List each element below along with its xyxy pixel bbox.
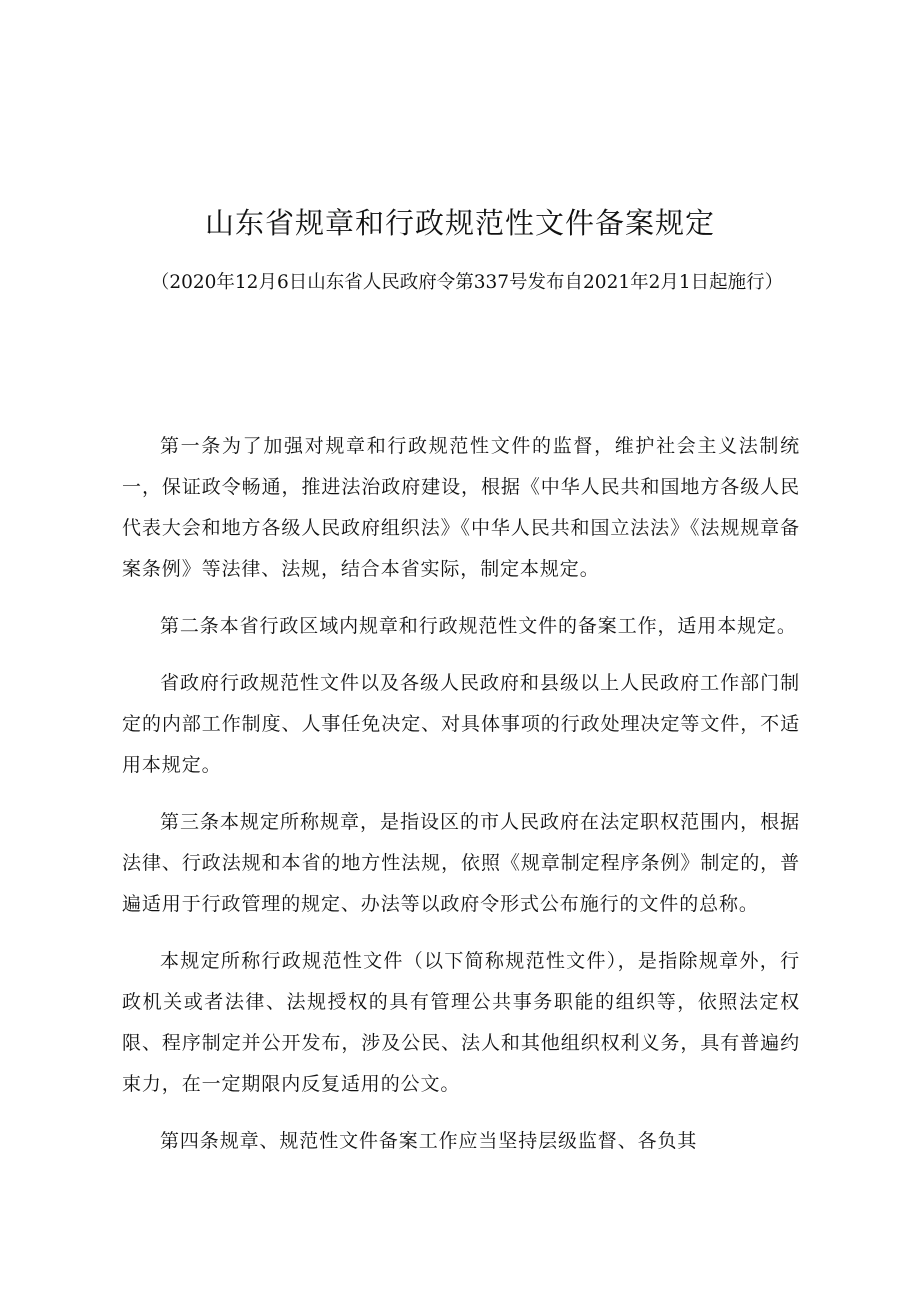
document-title: 山东省规章和行政规范性文件备案规定	[204, 206, 715, 240]
paragraph-article-3: 第三条本规定所称规章，是指设区的市人民政府在法定职权范围内，根据法律、行政法规和本省的地方性法规，依照《规章制定程序条例》制定的，普遍适用于行政管理的规定、办法等以政府令形式公布施行的文件的总称。	[122, 811, 800, 915]
document-subtitle: （2020年12月6日山东省人民政府令第337号发布自2021年2月1日起施行）	[150, 272, 784, 293]
paragraph-article-4: 第四条规章、规范性文件备案工作应当坚持层级监督、各负其	[160, 1130, 698, 1152]
paragraph-article-2-exclusions: 省政府行政规范性文件以及各级人民政府和县级以上人民政府工作部门制定的内部工作制度、人事任免决定、对具体事项的行政处理决定等文件，不适用本规定。	[122, 672, 800, 776]
paragraph-article-2: 第二条本省行政区域内规章和行政规范性文件的备案工作，适用本规定。	[160, 615, 797, 637]
document-body	[122, 426, 800, 1178]
paragraph-article-3-definition: 本规定所称行政规范性文件（以下简称规范性文件），是指除规章外，行政机关或者法律、法规授权的具有管理公共事务职能的组织等，依照法定权限、程序制定并公开发布，涉及公民、法人和其他组织权利义务，具有普遍约束力，在一定期限内反复适用的公文。	[122, 950, 800, 1095]
paragraph-article-1: 第一条为了加强对规章和行政规范性文件的监督，维护社会主义法制统一，保证政令畅通，推进法治政府建设，根据《中华人民共和国地方各级人民代表大会和地方各级人民政府组织法》《中华人民共和国立法法》《法规规章备案条例》等法律、法规，结合本省实际，制定本规定。	[122, 435, 800, 580]
